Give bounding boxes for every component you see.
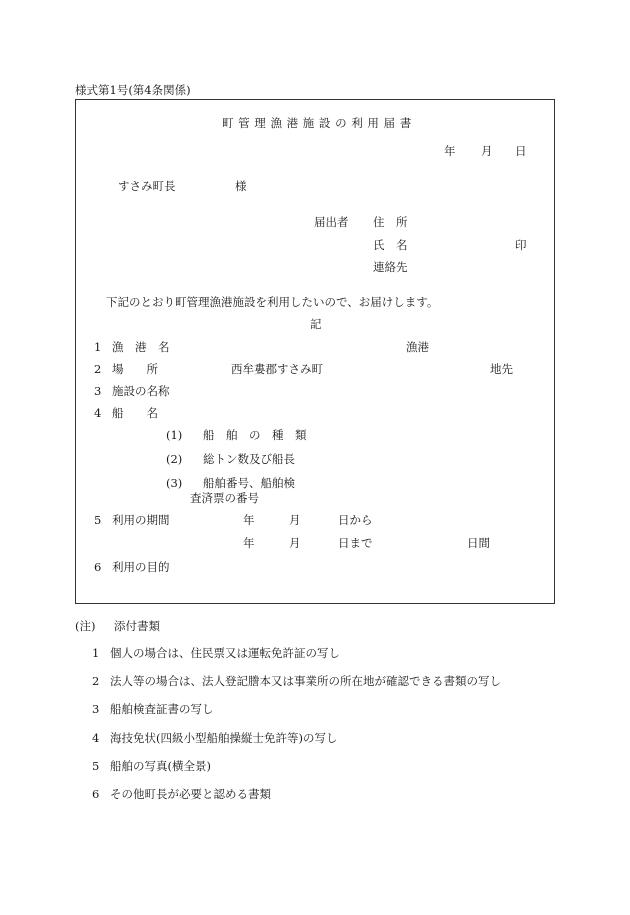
note-text: 海技免状(四級小型船舶操縦士免許等)の写し — [110, 731, 338, 745]
note-text: 個人の場合は、住民票又は運転免許証の写し — [110, 646, 340, 660]
item-3-number: 3 — [94, 384, 102, 398]
item-2-label: 場 所 — [112, 362, 158, 376]
item-3-label: 施設の名称 — [112, 384, 170, 398]
ki-heading: 記 — [310, 317, 322, 331]
period-to-month[interactable]: 月 — [289, 536, 301, 550]
seal-mark: 印 — [515, 238, 527, 252]
addressee-name: すさみ町長 — [118, 179, 176, 193]
item-4-sub3-number: (3) — [166, 476, 183, 490]
period-to-year[interactable]: 年 — [243, 536, 255, 550]
date-year[interactable]: 年 — [444, 144, 456, 158]
note-number: 3 — [92, 702, 100, 716]
period-days[interactable]: 日間 — [467, 536, 490, 550]
form-number-label: 様式第1号(第4条関係) — [75, 83, 191, 97]
item-1-number: 1 — [94, 340, 102, 354]
period-from-day[interactable]: 日から — [338, 513, 373, 527]
note-number: 5 — [92, 759, 100, 773]
applicant-name-label: 氏 名 — [373, 238, 408, 252]
date-day[interactable]: 日 — [515, 144, 527, 158]
form-title: 町 管 理 漁 港 施 設 の 利 用 届 書 — [222, 116, 412, 130]
note-text: 船舶の写真(横全景) — [110, 759, 211, 773]
note-number: 4 — [92, 731, 100, 745]
note-text: 船舶検査証書の写し — [110, 702, 214, 716]
item-4-sub2-label: 総トン数及び船長 — [203, 452, 295, 466]
item-4-sub3-label: 船舶番号、船舶検 — [203, 476, 295, 490]
note-number: 1 — [92, 646, 100, 660]
intro-text: 下記のとおり町管理漁港施設を利用したいので、お届けします。 — [106, 295, 439, 309]
item-2-number: 2 — [94, 362, 102, 376]
item-4-sub3-label-line2: 査済票の番号 — [190, 491, 259, 505]
item-4-sub1-label: 船 舶 の 種 類 — [203, 428, 307, 442]
addressee-honorific: 様 — [235, 179, 247, 193]
note-text: 法人等の場合は、法人登記謄本又は事業所の所在地が確認できる書類の写し — [110, 674, 501, 688]
item-6-number: 6 — [94, 560, 102, 574]
note-number: 2 — [92, 674, 100, 688]
item-6-label: 利用の目的 — [112, 560, 170, 574]
notes-heading-mark: (注) — [75, 619, 96, 633]
applicant-label: 届出者 — [314, 215, 349, 229]
applicant-contact-label: 連絡先 — [373, 260, 408, 274]
item-5-number: 5 — [94, 513, 102, 527]
item-4-sub1-number: (1) — [166, 428, 183, 442]
item-4-label: 船 名 — [112, 406, 158, 420]
period-to-day[interactable]: 日まで — [338, 536, 373, 550]
item-2-suffix: 地先 — [490, 362, 513, 376]
period-from-month[interactable]: 月 — [289, 513, 301, 527]
note-number: 6 — [92, 787, 100, 801]
item-1-label: 漁 港 名 — [112, 340, 170, 354]
item-2-value: 西牟婁郡すさみ町 — [231, 362, 323, 376]
note-text: その他町長が必要と認める書類 — [110, 787, 271, 801]
date-month[interactable]: 月 — [481, 144, 493, 158]
item-1-suffix: 漁港 — [406, 340, 429, 354]
applicant-address-label: 住 所 — [373, 215, 408, 229]
notes-heading: 添付書類 — [114, 619, 160, 633]
item-4-number: 4 — [94, 406, 102, 420]
period-from-year[interactable]: 年 — [243, 513, 255, 527]
item-5-label: 利用の期間 — [112, 513, 170, 527]
item-4-sub2-number: (2) — [166, 452, 183, 466]
